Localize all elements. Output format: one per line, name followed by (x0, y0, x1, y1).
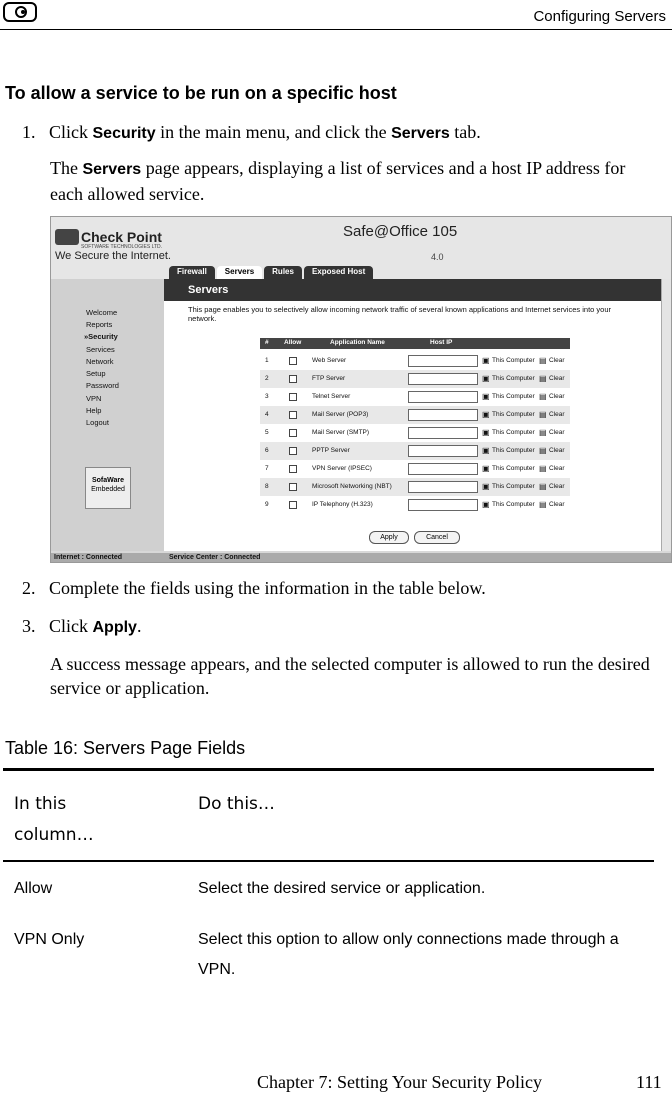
application-name: VPN Server (IPSEC) (312, 465, 372, 472)
step-text: Complete the fields using the information in the table below. (49, 578, 486, 598)
clear-icon: ▤ (539, 464, 547, 473)
application-name: Mail Server (SMTP) (312, 429, 370, 436)
col-application: Application Name (330, 339, 385, 346)
clear-link[interactable]: Clear (549, 357, 565, 364)
this-computer-link[interactable]: This Computer (492, 357, 535, 364)
nav-vpn[interactable]: VPN (86, 394, 102, 403)
table-row (260, 424, 570, 442)
computer-icon: ▣ (482, 464, 490, 473)
clear-link[interactable]: Clear (549, 375, 565, 382)
step-number: 2. (22, 578, 36, 598)
host-ip-input[interactable] (408, 481, 478, 493)
nav-reports[interactable]: Reports (86, 320, 113, 329)
table-row (260, 406, 570, 424)
row-number: 4 (265, 411, 269, 418)
footer-chapter: Chapter 7: Setting Your Security Policy (257, 1072, 542, 1092)
nav-password[interactable]: Password (86, 381, 119, 390)
clear-link[interactable]: Clear (549, 501, 565, 508)
title-band (164, 279, 661, 301)
header-rule (0, 29, 672, 30)
ui-term-servers: Servers (82, 161, 142, 178)
section-heading: To allow a service to be run on a specific host (5, 83, 397, 103)
allow-checkbox[interactable] (289, 465, 297, 473)
table-header-rule (3, 860, 654, 862)
content-pane (164, 279, 661, 551)
application-name: PPTP Server (312, 447, 350, 454)
screenshot-topbar (51, 217, 672, 279)
step-text: . (136, 616, 142, 636)
clear-icon: ▤ (539, 482, 547, 491)
tab-servers[interactable]: Servers (217, 266, 262, 279)
tab-firewall[interactable]: Firewall (169, 266, 215, 279)
status-service-center: Service Center : Connected (169, 554, 261, 561)
brand-sub: SOFTWARE TECHNOLOGIES LTD. (81, 244, 163, 250)
host-ip-input[interactable] (408, 355, 478, 367)
row-number: 3 (265, 393, 269, 400)
this-computer-link[interactable]: This Computer (492, 375, 535, 382)
scrollbar[interactable] (661, 279, 672, 551)
host-ip-input[interactable] (408, 463, 478, 475)
clear-link[interactable]: Clear (549, 465, 565, 472)
this-computer-link[interactable]: This Computer (492, 447, 535, 454)
allow-checkbox[interactable] (289, 429, 297, 437)
computer-icon: ▣ (482, 356, 490, 365)
application-name: Mail Server (POP3) (312, 411, 369, 418)
nav-logout[interactable]: Logout (86, 418, 109, 427)
computer-icon: ▣ (482, 482, 490, 491)
this-computer-link[interactable]: This Computer (492, 393, 535, 400)
row-number: 1 (265, 357, 269, 364)
badge-title: SofaWare (91, 477, 125, 484)
this-computer-link[interactable]: This Computer (492, 429, 535, 436)
host-ip-input[interactable] (408, 427, 478, 439)
application-name: Web Server (312, 357, 347, 364)
step-1-result (50, 156, 660, 206)
page-title: Servers (188, 284, 229, 296)
header-logo-icon (3, 2, 37, 22)
table-header-column: In this column… (14, 794, 94, 845)
step-text: tab. (449, 122, 481, 142)
this-computer-link[interactable]: This Computer (492, 483, 535, 490)
ui-term-servers: Servers (391, 125, 450, 142)
host-ip-input[interactable] (408, 373, 478, 385)
tab-exposed-host[interactable]: Exposed Host (304, 266, 373, 279)
nav-help[interactable]: Help (86, 406, 102, 415)
this-computer-link[interactable]: This Computer (492, 465, 535, 472)
clear-icon: ▤ (539, 428, 547, 437)
clear-link[interactable]: Clear (549, 483, 565, 490)
product-name: Safe@Office 105 (343, 223, 458, 240)
computer-icon: ▣ (482, 374, 490, 383)
tab-bar (169, 266, 375, 279)
row-number: 2 (265, 375, 269, 382)
host-ip-input[interactable] (408, 391, 478, 403)
status-bar (51, 553, 672, 563)
ui-term-security: Security (92, 125, 156, 142)
this-computer-link[interactable]: This Computer (492, 411, 535, 418)
nav-network[interactable]: Network (86, 357, 114, 366)
cancel-button[interactable]: Cancel (414, 531, 460, 544)
table-row (260, 352, 570, 370)
allow-checkbox[interactable] (289, 447, 297, 455)
computer-icon: ▣ (482, 446, 490, 455)
step-number: 3. (22, 616, 36, 636)
ui-term-apply: Apply (92, 619, 137, 636)
para-text: page appears, displaying a list of services and a host IP address for each allowed service. (50, 158, 626, 204)
computer-icon: ▣ (482, 428, 490, 437)
page-number: 111 (636, 1072, 662, 1092)
application-name: Telnet Server (312, 393, 351, 400)
clear-icon: ▤ (539, 446, 547, 455)
host-ip-input[interactable] (408, 499, 478, 511)
this-computer-link[interactable]: This Computer (492, 501, 535, 508)
row-number: 7 (265, 465, 269, 472)
clear-icon: ▤ (539, 500, 547, 509)
brand-name: Check Point (81, 229, 162, 245)
table-row (260, 370, 570, 388)
servers-table-header (260, 338, 570, 349)
checkpoint-logo-icon (55, 229, 79, 245)
allow-checkbox[interactable] (289, 375, 297, 383)
row-number: 8 (265, 483, 269, 490)
sofaware-badge (85, 467, 131, 509)
allow-checkbox[interactable] (289, 393, 297, 401)
servers-page-screenshot (50, 216, 672, 563)
product-version: 4.0 (431, 252, 444, 262)
application-name: IP Telephony (H.323) (312, 501, 373, 508)
nav-services[interactable]: Services (86, 345, 115, 354)
table-row (260, 442, 570, 460)
col-host-ip: Host IP (430, 339, 453, 346)
table-top-rule (3, 768, 654, 771)
clear-icon: ▤ (539, 392, 547, 401)
table-caption: Table 16: Servers Page Fields (5, 738, 246, 758)
clear-icon: ▤ (539, 356, 547, 365)
clear-link[interactable]: Clear (549, 411, 565, 418)
allow-checkbox[interactable] (289, 357, 297, 365)
host-ip-input[interactable] (408, 409, 478, 421)
step-text: Click (49, 616, 93, 636)
clear-icon: ▤ (539, 374, 547, 383)
table-row (260, 460, 570, 478)
clear-link[interactable]: Clear (549, 393, 565, 400)
table-row (260, 388, 570, 406)
nav-security[interactable]: »Security (84, 332, 118, 341)
clear-icon: ▤ (539, 410, 547, 419)
table-cell-action: Select this option to allow only connections made through a VPN. (198, 931, 619, 978)
allow-checkbox[interactable] (289, 501, 297, 509)
row-number: 5 (265, 429, 269, 436)
computer-icon: ▣ (482, 392, 490, 401)
tab-rules[interactable]: Rules (264, 266, 302, 279)
main-menu (51, 279, 164, 551)
col-allow: Allow (284, 339, 302, 346)
step-number: 1. (22, 122, 36, 142)
application-name: FTP Server (312, 375, 346, 382)
page-description: This page enables you to selectively allow incoming network traffic of several known applications and Internet services into your network. (188, 305, 611, 323)
application-name: Microsoft Networking (NBT) (312, 483, 392, 490)
para-text: The (50, 158, 83, 178)
computer-icon: ▣ (482, 410, 490, 419)
table-cell-column: VPN Only (14, 931, 85, 948)
allow-checkbox[interactable] (289, 411, 297, 419)
apply-button[interactable]: Apply (369, 531, 409, 544)
clear-link[interactable]: Clear (549, 447, 565, 454)
clear-link[interactable]: Clear (549, 429, 565, 436)
table-row (260, 478, 570, 496)
row-number: 6 (265, 447, 269, 454)
badge-sub: Embedded (91, 486, 125, 493)
host-ip-input[interactable] (408, 445, 478, 457)
allow-checkbox[interactable] (289, 483, 297, 491)
col-number: # (265, 339, 269, 346)
table-header-action: Do this… (198, 794, 275, 814)
running-header-title: Configuring Servers (533, 8, 666, 25)
status-internet: Internet : Connected (54, 554, 123, 561)
table-cell-column: Allow (14, 880, 53, 897)
computer-icon: ▣ (482, 500, 490, 509)
nav-welcome[interactable]: Welcome (86, 308, 118, 317)
table-cell-action: Select the desired service or application. (198, 880, 486, 897)
row-number: 9 (265, 501, 269, 508)
step-3-result: A success message appears, and the selected computer is allowed to run the desired service or application. (50, 654, 650, 698)
table-row (260, 496, 570, 514)
step-text: in the main menu, and click the (155, 122, 392, 142)
brand-tagline: We Secure the Internet. (55, 250, 171, 262)
step-text: Click (49, 122, 93, 142)
nav-setup[interactable]: Setup (86, 369, 106, 378)
